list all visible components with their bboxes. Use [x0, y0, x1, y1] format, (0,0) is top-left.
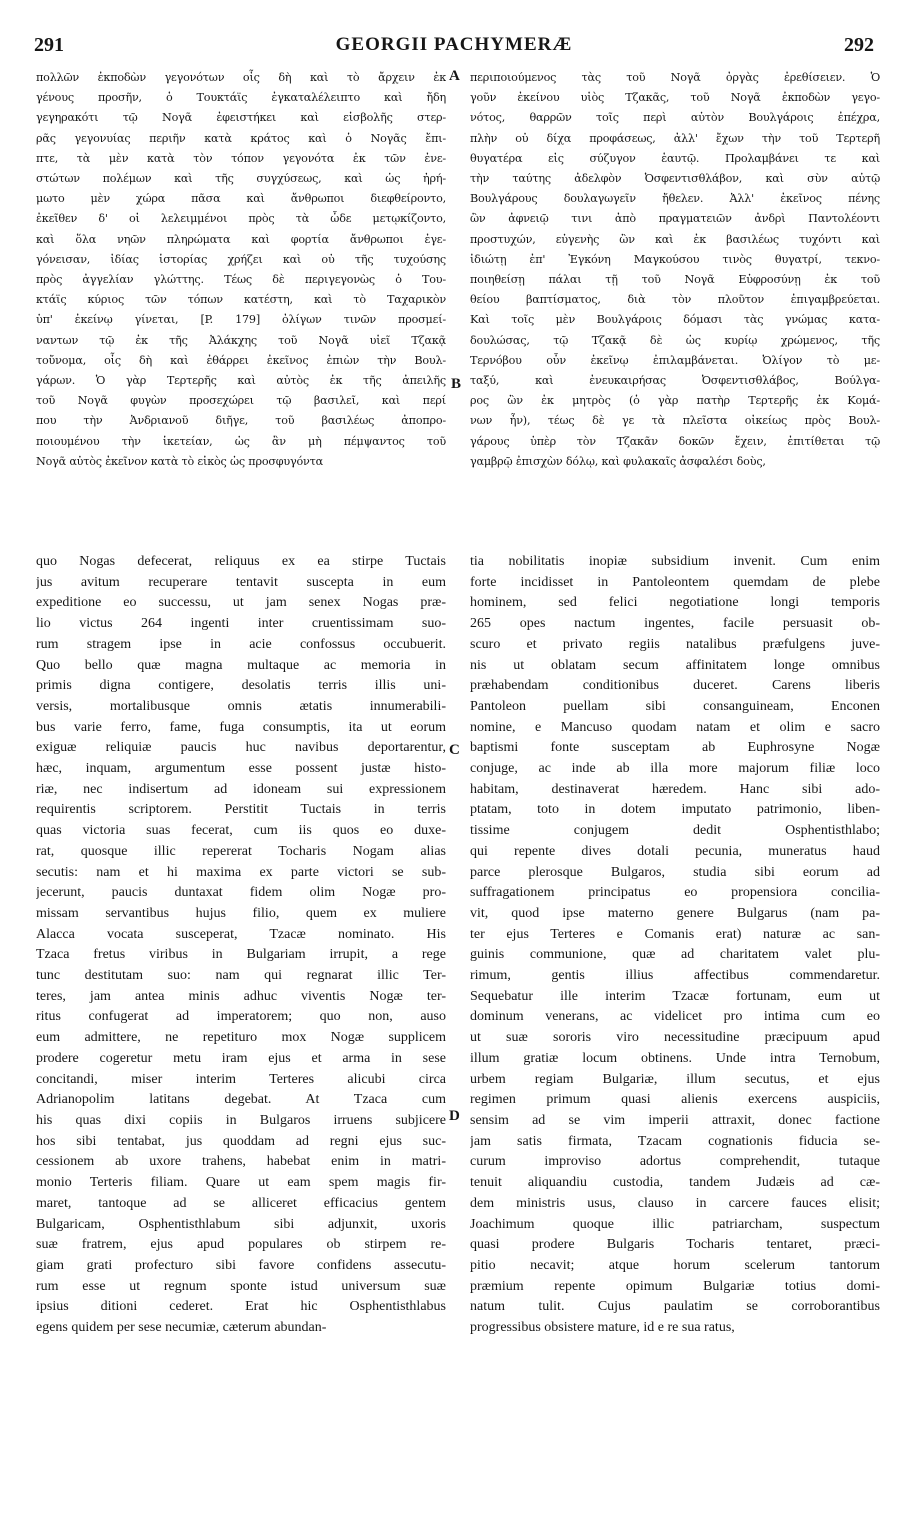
text-line: bus varie ferro, fame, fuga consumptis, ita ut eorum: [36, 719, 446, 735]
latin-text-right-column: [470, 552, 880, 1339]
text-line: concitandi, miser interim Terteres alicubi circa: [36, 1071, 446, 1087]
text-line: prodere cogeretur metu iram ejus et arma in sese: [36, 1050, 446, 1066]
text-line: ritus confugerat ad imperatorem; quo non, auso: [36, 1009, 446, 1025]
text-line: γένους προσῆν, ὁ Τουκτάϊς ἐγκαταλέλειπτο καὶ ἤδη: [36, 91, 446, 105]
text-line: ut suæ sororis viro necessitudine præcipuum apud: [470, 1030, 880, 1046]
text-line: ποιουμένου τὴν ἱκετείαν, ὡς ἂν μὴ πέμψαντος τοῦ: [36, 434, 446, 448]
text-line: περιποιούμενος τὰς τοῦ Νογᾶ ὀργὰς ἐρεθίσειεν. Ὁ: [470, 71, 880, 84]
text-line: γοῦν ἐκείνου υἱὸς Τζακᾶς, τοῦ Νογᾶ ἐκποδὼν γεγο-: [470, 91, 880, 105]
text-line: præhabendam conditionibus duceret. Carens liberis: [470, 678, 880, 694]
text-line: προστυχών, εὐγενὴς ὢν καὶ ἐκ βασιλέως τυχόντι καὶ: [470, 232, 880, 246]
text-line: γαμβρῷ ἐπισχὼν δόλῳ, καὶ φυλακαῖς ἀσφαλέσι δοὺς,: [470, 454, 766, 468]
text-line: κτάϊς κύριος τῶν τόπων κατέστη, καὶ τὸ Ταχαρικὸν: [36, 293, 446, 307]
text-line: 265 opes nactum ingentes, facile persuasit ob-: [470, 616, 880, 632]
text-line: τὴν ταύτης ἀδελφὸν Ὀσφεντισθλάβον, καὶ σὺν αὐτῷ: [470, 172, 880, 186]
text-line: progressibus obsistere mature, id e re sua ratus,: [470, 1320, 735, 1336]
text-line: ρος ὢν ἐκ μητρὸς (ὁ γὰρ πατὴρ Τερτερῆς ἐκ Κομά-: [470, 394, 880, 408]
text-line: his quas dixi copiis in Bulgaros irruens subjicere: [36, 1112, 446, 1128]
text-line: riæ, nec indisertum ad idoneam sui expressionem: [36, 781, 446, 797]
text-line: baptismi fonte susceptam ab Euphrosyne Nogæ: [470, 740, 880, 756]
text-line: qui repente dives dotali pecunia, muneratus haud: [470, 843, 880, 859]
text-line: suæ fratrem, ejus apud populares ob stirpem re-: [36, 1237, 446, 1253]
text-line: hos sibi tentabat, jus quoddam ad regni ejus suc-: [36, 1133, 446, 1149]
text-line: τοὔνομα, οἷς δὴ καὶ ἐθάρρει ἐκεῖνος ἐπιὼν τὴν Βουλ-: [36, 353, 446, 367]
text-line: forte incidisset in Pantoleontem quemdam de plebe: [470, 574, 880, 590]
text-line: ter ejus Terteres e Comanis erat) naturæ ac san-: [470, 926, 880, 942]
text-line: egens quidem per sese necumiæ, cæterum abundan-: [36, 1320, 327, 1336]
text-line: Βουλγάρους δουλαγωγεῖν ἤθελεν. Ἀλλ' ἐκεῖνος πένης: [470, 192, 880, 206]
text-line: maret, tantoque ad se alliceret efficacius gentem: [36, 1195, 446, 1211]
text-line: quo Nogas defecerat, reliquus ex ea stirpe Tuctais: [36, 554, 446, 569]
text-line: πρὸς ἀγγελίαν γλώττης. Τέως δὲ περιγεγονὼς ὁ Του-: [36, 273, 446, 287]
page-number-right: 292: [844, 34, 874, 56]
text-line: πολλῶν ἐκποδὼν γεγονότων οἷς δὴ καὶ τὸ ἄρχειν ἐκ: [36, 71, 446, 84]
text-line: primis digna contigere, desolatis terris illis uni-: [36, 678, 446, 694]
text-line: expeditione eo successu, ut jam senex Nogas præ-: [36, 595, 446, 611]
text-line: στώτων πολέμων καὶ τῆς συγχύσεως, καὶ ὡς ἠρή-: [36, 172, 446, 186]
text-line: suffragationem principatus eo propensiora concilia-: [470, 885, 880, 901]
page-number-left: 291: [34, 34, 64, 56]
text-line: secutis: nam et hi maxima ex parte victori se sub-: [36, 864, 446, 880]
text-line: ipsius ditioni cederet. Erat hic Osphentisthlabus: [36, 1299, 446, 1315]
text-line: jam satis firmata, Tzacam cognationis fiducia se-: [470, 1133, 880, 1149]
text-line: jecerunt, paucis duntaxat fidem olim Nogæ pro-: [36, 885, 446, 901]
text-line: καὶ ὅλα νηῶν πληρώματα καὶ φορτία ἄνθρωποι ἐγε-: [36, 232, 446, 246]
text-line: Sequebatur ille interim Tzacæ fortunam, eum ut: [470, 988, 880, 1004]
text-line: teres, jam antea minis adhuc viventis Nogæ ter-: [36, 988, 446, 1004]
text-line: illum gratiæ locum obtinens. Unde intra Ternobum,: [470, 1050, 880, 1066]
text-line: ὑπ' ἐκείνῳ γίνεται, [P. 179] ὀλίγων τινῶν προσμεί-: [36, 313, 446, 327]
text-line: præmium repente opimum Bulgariæ totius domi-: [470, 1278, 880, 1294]
text-line: lio victus 264 ingenti inter cruentissimam suo-: [36, 616, 446, 632]
text-line: ρᾶς γεγονυίας περιῆν κατὰ κράτος καὶ ὁ Νογᾶς ἔπι-: [36, 131, 446, 145]
text-line: δουλώσας, τῷ Τζακᾷ δὲ ὡς κυρίῳ χρώμενος, τῆς: [470, 333, 880, 347]
text-line: Quo bello quæ magna multaque ac memoria in: [36, 657, 446, 673]
margin-marker-d: D: [449, 1108, 460, 1124]
text-line: rimum, gentis illius affectibus commendaretur.: [470, 968, 880, 984]
text-line: ναντων τῷ ἐκ τῆς Ἀλάκχης τοῦ Νογᾶ υἱεῖ Τζακᾷ: [36, 333, 446, 347]
text-line: που τὴν Ἀνδριανοῦ διῆγε, τοῦ βασιλέως ἀποπρο-: [36, 414, 446, 428]
text-line: tissime conjugem dedit Osphentisthlabo;: [470, 823, 880, 839]
text-line: Καὶ τοῖς μὲν Βουλγάροις δόμασι τὰς γνώμας κατα-: [470, 313, 880, 327]
margin-marker-a: A: [449, 68, 460, 84]
text-line: requirentis scriptorem. Perstitit Tuctais in terris: [36, 802, 446, 818]
text-line: ptatam, toto in dotem imputato patrimonio, liben-: [470, 802, 880, 818]
text-line: μωτο μὲν χώρα πᾶσα καὶ ἄνθρωποι διεφθείροντο,: [36, 192, 446, 206]
text-line: eum admittere, ne repetituro mox Nogæ supplicem: [36, 1030, 446, 1046]
greek-text-right-column: [470, 68, 880, 472]
text-line: rum stragem ipse in acie confossus occubuerit.: [36, 636, 446, 652]
text-line: pitio necavit; atque horum scelerum tantorum: [470, 1257, 880, 1273]
text-line: tenuit aliquandiu custodia, tandem Judæis ad cæ-: [470, 1175, 880, 1191]
text-line: quasi prodere Bulgaris Tocharis tentaret, præci-: [470, 1237, 880, 1253]
text-line: hæc, inquam, argumentum esse possent justæ histo-: [36, 761, 446, 777]
text-line: Τερνόβου οὖν ἐκεῖνῳ ἐπιλαμβάνεται. Ὀλίγον τὸ με-: [470, 353, 880, 367]
text-line: Tzaca fretus viribus in Bulgariam irrupit, a rege: [36, 947, 446, 963]
margin-marker-c: C: [449, 742, 460, 758]
text-line: vit, quod ipse materno genere Bulgarus (nam pa-: [470, 905, 880, 921]
text-line: regimen primum quasi alienis exercens auspiciis,: [470, 1092, 880, 1108]
text-line: ἐκεῖθεν δ' οἱ λελειμμένοι πρὸς τὰ ὧδε μετῳκίζοντο,: [36, 212, 446, 226]
latin-text-left-column: [36, 552, 446, 1339]
text-line: giam grati profecturo sibi favore confidens assecutu-: [36, 1257, 446, 1273]
text-line: natum tulit. Cujus paulatim se corroborantibus: [470, 1299, 880, 1315]
text-line: ἰδιώτῃ ἐπ' Ἐγκόνη Μαγκούσου τινὸς θυγατρί, τεκνο-: [470, 252, 880, 266]
text-line: νων ἦν), τέως δὲ γε τὰ πλεῖστα οἰκείως πρὸς Βουλ-: [470, 414, 880, 428]
text-line: πτε, τὰ μὲν κατὰ τὸν τόπον γεγονότα ἐκ τῶν ἐνε-: [36, 151, 446, 165]
text-line: quas victoria suas fecerat, cum iis quos eo duxe-: [36, 823, 446, 839]
text-line: nis ut oblatam secum affinitatem longe omnibus: [470, 657, 880, 673]
text-line: θυγατέρα εἰς σύζυγον ἑαυτῷ. Προλαμβάνει τε καὶ: [470, 151, 880, 165]
text-line: ὢν ἀφνειῷ τινι ἀπὸ πραγματειῶν ἀνδρὶ Παντολέοντι: [470, 212, 880, 226]
text-line: γάρους ὑπὲρ τὸν Τζακᾶν δοκῶν ἔχειν, ἐπιτίθεται τῷ: [470, 434, 880, 448]
greek-text-left-column: [36, 68, 446, 472]
text-line: rat, quosque illic repererat Tocharis Nogam alias: [36, 843, 446, 859]
text-line: γεγηρακότι τῷ Νογᾶ ἐφειστήκει καὶ εἰσβολῆς στερ-: [36, 111, 446, 125]
text-line: habitam, destinaverat hæredem. Hanc sibi ado-: [470, 781, 880, 797]
running-header: [34, 8, 874, 56]
text-line: dominum venerans, ac videlicet pro intima cum eo: [470, 1009, 880, 1025]
text-line: ταξύ, καὶ ἐνευκαιρήσας Ὀσφεντισθλάβος, Βούλγα-: [470, 374, 880, 388]
text-line: γάρων. Ὁ γὰρ Τερτερῆς καὶ αὐτὸς ἐκ τῆς ἀπειλῆς: [36, 374, 446, 388]
text-line: curum improviso adortus comprehendit, tutaque: [470, 1154, 880, 1170]
text-line: τοῦ Νογᾶ φυγὼν προσεχώρει τῷ βασιλεῖ, καὶ περί: [36, 394, 446, 408]
text-line: θείου βαπτίσματος, διὰ τὸν πλοῦτον ἐπιγαμβρεύεται.: [470, 293, 880, 307]
text-line: jus avitum recuperare tentavit suscepta in eum: [36, 574, 446, 590]
running-title: GEORGII PACHYMERÆ: [335, 34, 573, 55]
text-line: monio Terteris filiam. Quare ut eam spem magis fir-: [36, 1175, 446, 1191]
text-line: dem ministris usus, clauso in carcere fauces elisit;: [470, 1195, 880, 1211]
text-line: Adrianopolim latitans degebat. At Tzaca cum: [36, 1092, 446, 1108]
margin-marker-b: B: [451, 376, 462, 392]
text-line: νότος, θαρρῶν τοῖς περὶ αὐτὸν Βουλγάροις ἐπέχρα,: [470, 111, 880, 125]
text-line: exiguæ reliquiæ paucis huc navibus deportarentur,: [36, 740, 446, 756]
text-line: conjuge, ac inde ab illa more majorum filiæ loco: [470, 761, 880, 777]
text-line: tia nobilitatis inopiæ subsidium invenit. Cum enim: [470, 554, 880, 569]
text-line: nomine, e Mancuso quodam natam et olim e sacro: [470, 719, 880, 735]
text-line: tunc destitutam suo: nam qui regnarat illic Ter-: [36, 968, 446, 984]
text-line: guinis communione, quæ ad charitatem valet plu-: [470, 947, 880, 963]
text-line: γόνεισαν, ἰδίας ἱστορίας χρήζει καὶ οὐ τῆς τυχούσης: [36, 252, 446, 266]
text-line: Νογᾶ αὐτὸς ἐκεῖνον κατὰ τὸ εἰκὸς ὡς προσφυγόντα: [36, 454, 324, 468]
text-line: sensim ad se vim imperii attraxit, donec factione: [470, 1112, 880, 1128]
text-line: hominem, sed felici negotiatione longi temporis: [470, 595, 880, 611]
text-line: parce plerosque Bulgaros, studia sibi eorum ad: [470, 864, 880, 880]
text-line: urbem regiam Bulgariæ, illum secutus, et ejus: [470, 1071, 880, 1087]
text-line: Pantoleon puellam sibi consanguineam, Enconen: [470, 698, 880, 714]
text-line: scuro et privato regiis natalibus præfulgens juve-: [470, 636, 880, 652]
text-line: rum esse ut regnum sponte istud universum suæ: [36, 1278, 446, 1294]
text-line: πλὴν οὐ δίχα προφάσεως, ἀλλ' ἔχων τὴν τοῦ Τερτερῆ: [470, 131, 880, 145]
text-line: missam servantibus hujus filio, quem ex muliere: [36, 905, 446, 921]
text-line: ποιηθείσῃ πάλαι τῇ τοῦ Νογᾶ Εὐφροσύνῃ ἐκ τοῦ: [470, 273, 880, 287]
text-line: cessionem ab uxore trahens, habebat enim in matri-: [36, 1154, 446, 1170]
text-line: Alacca vocata susceperat, Tzacæ nominato. His: [36, 926, 446, 942]
text-line: Bulgaricam, Osphentisthlabum sibi adjunxit, uxoris: [36, 1216, 446, 1232]
text-line: versis, mortalibusque omnis ætatis innumerabili-: [36, 698, 446, 714]
text-line: Joachimum quoque illic patriarcham, suspectum: [470, 1216, 880, 1232]
